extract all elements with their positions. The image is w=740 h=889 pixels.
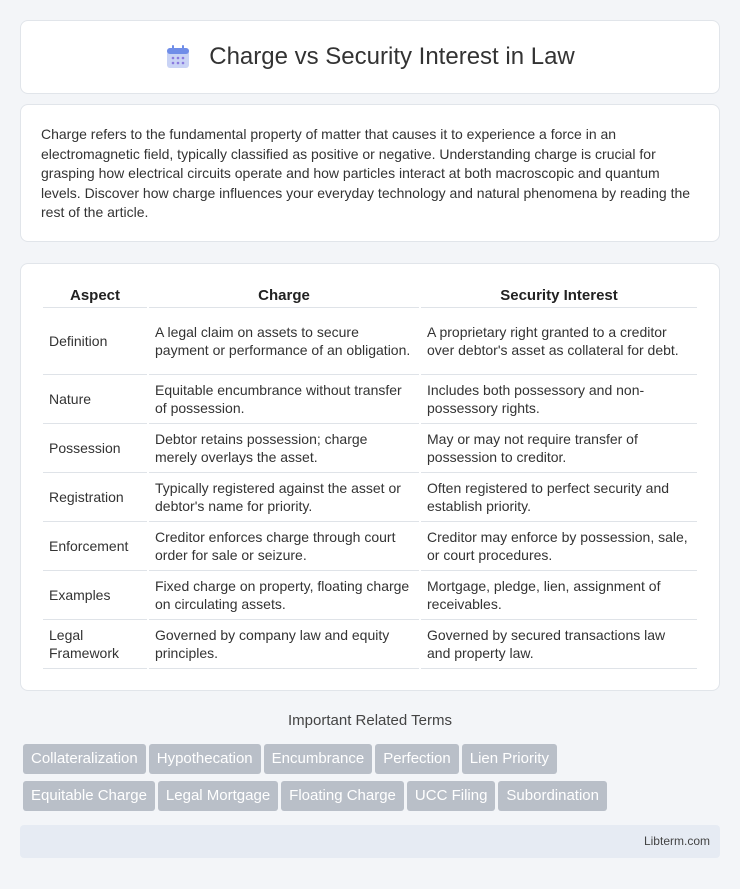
row-security-interest: Includes both possessory and non-possessory rights. [421, 375, 697, 424]
related-terms-title: Important Related Terms [288, 712, 452, 729]
row-aspect: Enforcement [43, 522, 147, 571]
tag[interactable]: Subordination [498, 781, 607, 811]
row-charge: Fixed charge on property, floating charge on circulating assets. [149, 571, 419, 620]
intro-text: Charge refers to the fundamental property of matter that causes it to experience a force in an electromagnetic field, typically classified as positive or negative. Understanding charge is crucial for grasping how electrical circuits operate and how particles interact at both macroscopic and quantum levels. Discover how charge influences your everyday technology and natural phenomena by reading the rest of the article. [41, 126, 691, 221]
row-security-interest: Often registered to perfect security and establish priority. [421, 473, 697, 522]
row-security-interest: May or may not require transfer of possession to creditor. [421, 424, 697, 473]
related-terms-tags [23, 744, 723, 818]
row-charge: Equitable encumbrance without transfer of possession. [149, 375, 419, 424]
intro-card [20, 104, 720, 242]
row-aspect: Registration [43, 473, 147, 522]
column-header-security-interest: Security Interest [421, 284, 697, 308]
tag[interactable]: Perfection [375, 744, 459, 774]
tag[interactable]: Floating Charge [281, 781, 404, 811]
tag[interactable]: Collateralization [23, 744, 146, 774]
row-charge: A legal claim on assets to secure payment or performance of an obligation. [149, 308, 419, 375]
tag[interactable]: Legal Mortgage [158, 781, 278, 811]
column-header-aspect: Aspect [43, 284, 147, 308]
tag[interactable]: UCC Filing [407, 781, 496, 811]
tag[interactable]: Lien Priority [462, 744, 557, 774]
row-charge: Debtor retains possession; charge merely overlays the asset. [149, 424, 419, 473]
footer [20, 825, 720, 858]
row-aspect: Examples [43, 571, 147, 620]
table-row [43, 375, 697, 424]
row-charge: Governed by company law and equity principles. [149, 620, 419, 669]
table-row [43, 424, 697, 473]
comparison-table [41, 284, 699, 669]
table-row [43, 571, 697, 620]
row-security-interest: Governed by secured transactions law and property law. [421, 620, 697, 669]
row-charge: Typically registered against the asset or debtor's name for priority. [149, 473, 419, 522]
table-row [43, 620, 697, 669]
calendar-icon [165, 44, 191, 70]
row-aspect: Definition [43, 308, 147, 375]
row-aspect: Nature [43, 375, 147, 424]
header-card [20, 20, 720, 94]
row-security-interest: Creditor may enforce by possession, sale, or court procedures. [421, 522, 697, 571]
table-row [43, 308, 697, 375]
page-title: Charge vs Security Interest in Law [209, 43, 575, 70]
row-charge: Creditor enforces charge through court order for sale or seizure. [149, 522, 419, 571]
footer-site-link[interactable]: Libterm.com [643, 834, 710, 848]
tag[interactable]: Hypothecation [149, 744, 261, 774]
column-header-charge: Charge [149, 284, 419, 308]
comparison-table-card [20, 263, 720, 691]
tag[interactable]: Encumbrance [264, 744, 373, 774]
row-aspect: Legal Framework [43, 620, 147, 669]
table-row [43, 522, 697, 571]
tag[interactable]: Equitable Charge [23, 781, 155, 811]
row-security-interest: Mortgage, pledge, lien, assignment of receivables. [421, 571, 697, 620]
row-aspect: Possession [43, 424, 147, 473]
table-row [43, 473, 697, 522]
table-header-row [43, 284, 697, 308]
row-security-interest: A proprietary right granted to a creditor over debtor's asset as collateral for debt. [421, 308, 697, 375]
